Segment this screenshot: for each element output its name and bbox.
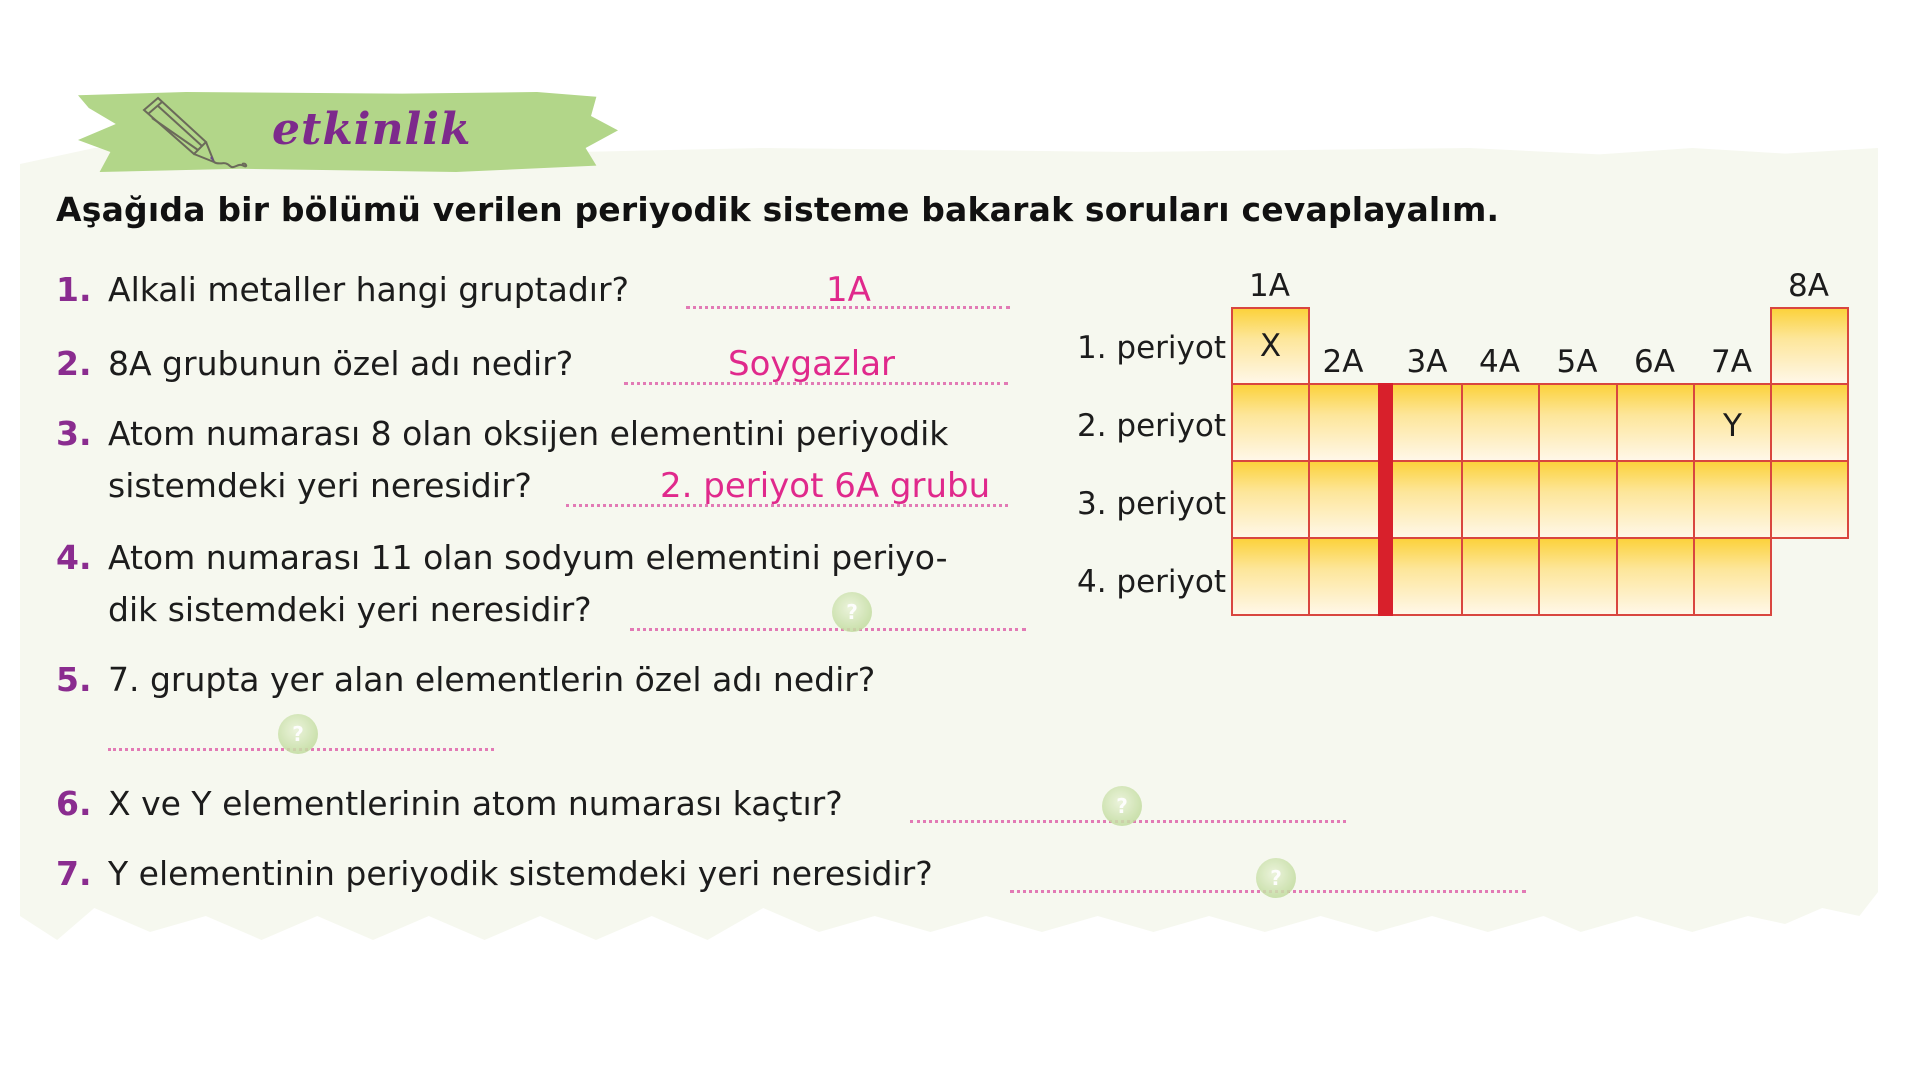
- cell-p3-1a: [1231, 460, 1310, 539]
- cell-p4-1a: [1231, 537, 1310, 616]
- cell-p4-3a: [1391, 537, 1463, 616]
- question-number: 1.: [56, 270, 92, 309]
- question-text: X ve Y elementlerinin atom numarası kaçtır?: [108, 784, 843, 823]
- answer-line-4[interactable]: [630, 628, 1026, 631]
- hint-bubble-icon[interactable]: ?: [1102, 786, 1142, 826]
- cell-p2-8a: [1770, 383, 1849, 462]
- cell-p3-6a: [1616, 460, 1695, 539]
- group-header-2a: 2A: [1322, 344, 1364, 380]
- group-header-7a: 7A: [1711, 344, 1752, 380]
- cell-p4-5a: [1538, 537, 1618, 616]
- question-1: [56, 264, 629, 316]
- answer-1: 1A: [826, 270, 871, 310]
- transition-metals-gap-bar: [1378, 383, 1393, 616]
- group-header-3a: 3A: [1406, 344, 1448, 380]
- answer-3: 2. periyot 6A grubu: [660, 466, 991, 506]
- group-header-5a: 5A: [1556, 344, 1598, 380]
- question-text: Alkali metaller hangi gruptadır?: [108, 270, 630, 309]
- cell-p2-1a: [1231, 383, 1310, 462]
- question-5: [56, 654, 875, 706]
- cell-p1-1a: [1231, 307, 1310, 385]
- cell-p2-3a: [1391, 383, 1463, 462]
- cell-p3-3a: [1391, 460, 1463, 539]
- group-header-4a: 4A: [1479, 344, 1520, 380]
- hint-bubble-icon[interactable]: ?: [278, 714, 318, 754]
- element-x: X: [1259, 328, 1282, 364]
- cell-p4-4a: [1461, 537, 1540, 616]
- cell-p2-6a: [1616, 383, 1695, 462]
- hint-bubble-icon[interactable]: ?: [1256, 858, 1296, 898]
- instruction-text: Aşağıda bir bölümü verilen periyodik sisteme bakarak soruları cevaplayalım.: [56, 190, 1500, 229]
- group-header-8a: 8A: [1788, 268, 1829, 304]
- cell-p4-6a: [1616, 537, 1695, 616]
- question-number: 2.: [56, 344, 92, 383]
- cell-p1-8a: [1770, 307, 1849, 385]
- question-text: 7. grupta yer alan elementlerin özel adı nedir?: [108, 660, 876, 699]
- cell-p3-4a: [1461, 460, 1540, 539]
- cell-p3-2a: [1308, 460, 1380, 539]
- question-text: 8A grubunun özel adı nedir?: [108, 344, 574, 383]
- answer-2: Soygazlar: [728, 344, 896, 384]
- question-number: 6.: [56, 784, 92, 823]
- period-label-1: 1. periyot: [1076, 330, 1226, 366]
- cell-p3-8a: [1770, 460, 1849, 539]
- question-4: [56, 532, 948, 584]
- cell-p2-5a: [1538, 383, 1618, 462]
- element-y: Y: [1723, 408, 1742, 444]
- pencil-icon: [138, 96, 278, 176]
- hint-bubble-icon[interactable]: ?: [832, 592, 872, 632]
- cell-p4-2a: [1308, 537, 1380, 616]
- question-text: Y elementinin periyodik sistemdeki yeri neresidir?: [108, 854, 933, 893]
- question-text: Atom numarası 8 olan oksijen elementini periyodik: [108, 414, 949, 453]
- cell-p4-7a: [1693, 537, 1772, 616]
- cell-p2-4a: [1461, 383, 1540, 462]
- period-label-2: 2. periyot: [1076, 408, 1226, 444]
- question-number: 5.: [56, 660, 92, 699]
- period-label-4: 4. periyot: [1076, 564, 1226, 600]
- cell-p3-7a: [1693, 460, 1772, 539]
- cell-p2-2a: [1308, 383, 1380, 462]
- group-header-1a: 1A: [1249, 268, 1290, 304]
- question-7: [56, 848, 933, 900]
- question-number: 3.: [56, 414, 92, 453]
- question-2: [56, 338, 573, 390]
- question-3-line-2: sistemdeki yeri neresidir?: [108, 466, 532, 505]
- cell-p3-5a: [1538, 460, 1618, 539]
- question-number: 7.: [56, 854, 92, 893]
- question-number: 4.: [56, 538, 92, 577]
- period-label-3: 3. periyot: [1076, 486, 1226, 522]
- question-text: Atom numarası 11 olan sodyum elementini periyo-: [108, 538, 948, 577]
- activity-title: etkinlik: [272, 104, 472, 155]
- question-3: [56, 408, 948, 460]
- group-header-6a: 6A: [1634, 344, 1675, 380]
- question-4-line-2: dik sistemdeki yeri neresidir?: [108, 590, 592, 629]
- question-6: [56, 778, 843, 830]
- cell-p2-7a: [1693, 383, 1772, 462]
